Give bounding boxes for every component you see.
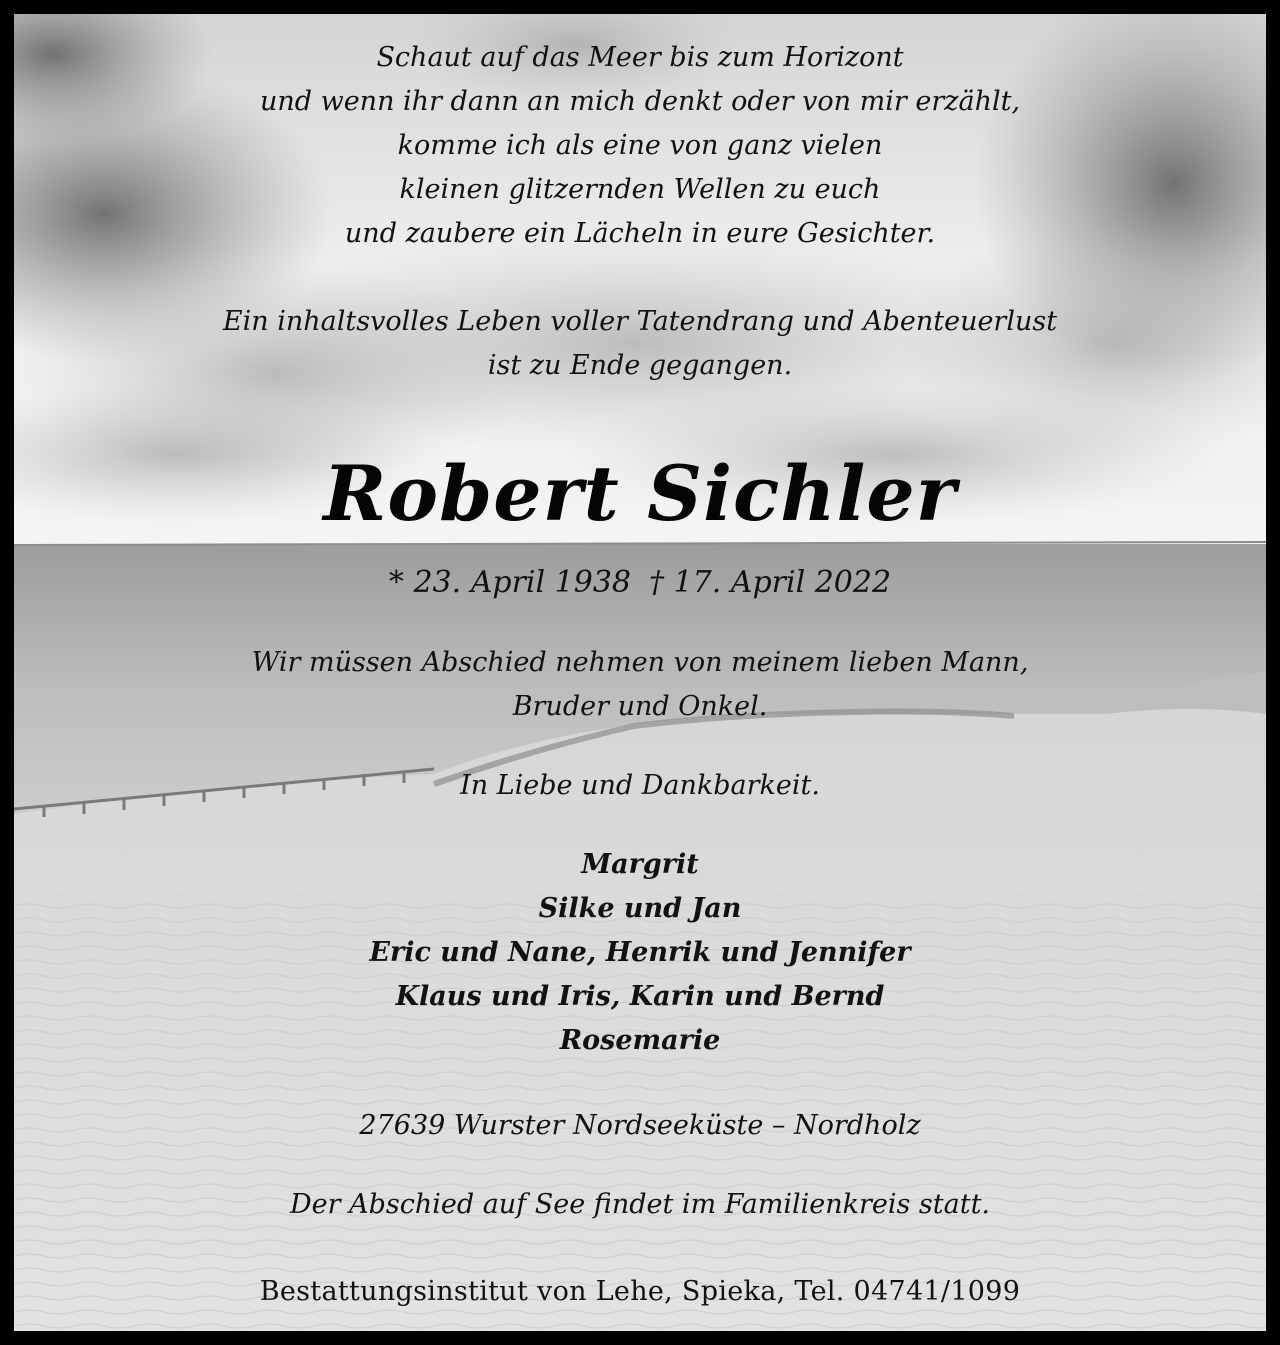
life-dates: [14, 558, 1266, 608]
closing-phrase: In Liebe und Dankbarkeit.: [460, 770, 820, 801]
family-name-line: Klaus und Iris, Karin und Bernd: [395, 981, 885, 1012]
address: 27639 Wurster Nordseeküste – Nordholz: [359, 1110, 921, 1141]
poem-line: und wenn ihr dann an mich denkt oder von mir erzählt,: [259, 86, 1021, 117]
intro-text: [14, 300, 1266, 388]
intro-line: ist zu Ende gegangen.: [487, 350, 793, 381]
family-name-line: Silke und Jan: [538, 893, 742, 924]
farewell-text: [14, 641, 1266, 729]
poem-line: kleinen glitzernden Wellen zu euch: [399, 174, 881, 205]
poem-line: Schaut auf das Meer bis zum Horizont: [376, 42, 904, 73]
poem-verse: [14, 36, 1266, 256]
intro-line: Ein inhaltsvolles Leben voller Tatendrang und Abenteuerlust: [222, 306, 1058, 337]
farewell-line: Bruder und Onkel.: [512, 691, 768, 722]
farewell-line: Wir müssen Abschied nehmen von meinem lieben Mann,: [251, 647, 1029, 678]
poem-line: und zaubere ein Lächeln in eure Gesichter.: [344, 218, 936, 249]
birth-date: * 23. April 1938: [388, 565, 631, 600]
family-names: [14, 843, 1266, 1063]
family-name-line: Margrit: [581, 849, 699, 880]
poem-line: komme ich als eine von ganz vielen: [397, 130, 883, 161]
death-date: † 17. April 2022: [649, 565, 892, 600]
deceased-name: Robert Sichler: [323, 449, 957, 538]
ceremony-note: Der Abschied auf See findet im Familienkreis statt.: [289, 1189, 991, 1220]
family-name-line: Eric und Nane, Henrik und Jennifer: [369, 937, 911, 968]
family-name-line: Rosemarie: [559, 1025, 721, 1056]
undertaker-contact: Bestattungsinstitut von Lehe, Spieka, Tel. 04741/1099: [259, 1276, 1021, 1307]
